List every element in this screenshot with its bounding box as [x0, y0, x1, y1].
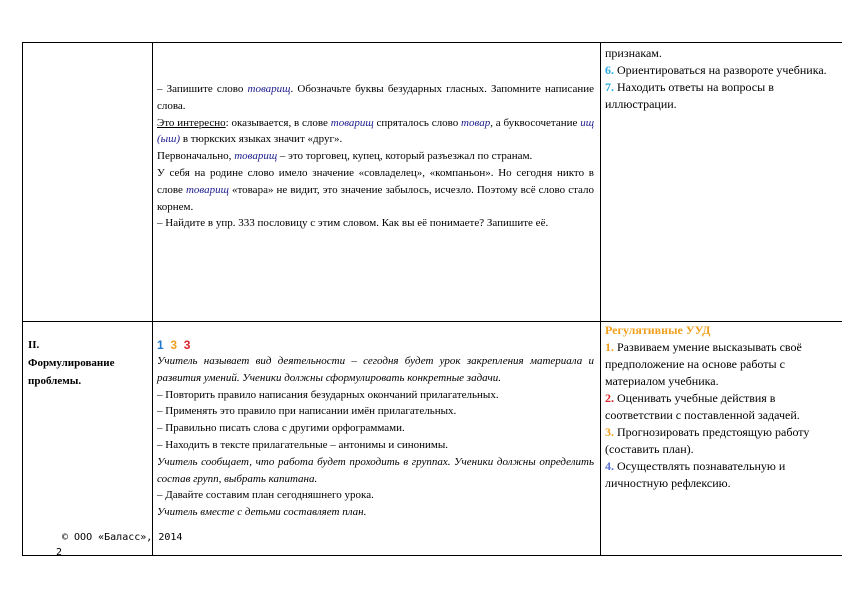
keyword: ищ (ыш) [157, 116, 594, 146]
stage-cell [23, 43, 153, 322]
copyright-footer: © ООО «Баласс», 2014 [62, 532, 183, 543]
item-number: 4. [605, 459, 614, 473]
item-number: 1. [605, 340, 614, 354]
paragraph: – Повторить правило написания безударных окончаний прилагательных. [157, 388, 499, 401]
uud-item: 1. Развиваем умение высказывать своё предположение на основе работы с материалом учебника. [605, 340, 802, 388]
uud-item: 7. Находить ответы на вопросы в иллюстрации. [605, 80, 774, 111]
uud-cell [601, 43, 842, 322]
item-number: 7. [605, 80, 614, 94]
keyword: товарищ [234, 150, 278, 163]
item-number: 2. [605, 391, 614, 405]
uud-item: 4. Осуществлять познавательную и личностную рефлексию. [605, 459, 786, 490]
paragraph: Это интересно: оказывается, в слове товарищ спряталось слово товар, а буквосочетание ищ (ыш) в тюркских языках значит «друг». [157, 116, 594, 146]
paragraph: Первоначально, товарищ – это торговец, купец, который разъезжал по странам. [157, 150, 533, 163]
activity-cell [153, 43, 601, 322]
paragraph: – Применять это правило при написании имён прилагательных. [157, 405, 457, 418]
paragraph: У себя на родине слово имело значение «совладелец», «компаньон». Но сегодня никто в слове товарищ «товара» не видит, это значение забылось, исчезло. Поэтому всё слово стало корнем. [157, 166, 594, 213]
uud-item: 3. Прогнозировать предстоящую работу (составить план). [605, 425, 810, 456]
stage-number: II. [28, 339, 40, 351]
paragraph: – Находить в тексте прилагательные – антонимы и синонимы. [157, 438, 449, 451]
uud-line: признакам. [605, 46, 662, 60]
paragraph: Учитель называет вид деятельности – сегодня будет урок закрепления материала и развития умений. Ученики должны сформулировать конкретные задачи. [157, 355, 594, 384]
paragraph: – Найдите в упр. 333 пословицу с этим словом. Как вы её понимаете? Запишите её. [157, 217, 549, 230]
uud-heading: Регулятивные УУД [605, 323, 711, 337]
stage-cell [23, 322, 153, 556]
lesson-table [22, 42, 842, 556]
keyword: товарищ [330, 116, 374, 129]
table-row [23, 322, 842, 556]
activity-cell [153, 322, 601, 556]
interesting-label: Это интересно [157, 116, 226, 129]
uud-item: 2. Оценивать учебные действия в соответствии с поставленной задачей. [605, 391, 800, 422]
paragraph: – Правильно писать слова с другими орфограммами. [157, 422, 405, 435]
stage-title: Формулирование проблемы. [28, 357, 115, 387]
uud-cell [601, 322, 842, 556]
item-number: 3. [605, 425, 614, 439]
paragraph: Учитель вместе с детьми составляет план. [157, 506, 367, 519]
item-number: 6. [605, 63, 614, 77]
keyword: товарищ [247, 83, 291, 95]
paragraph: – Давайте составим план сегодняшнего урока. [157, 489, 374, 502]
table-row [23, 43, 842, 322]
uud-item: 6. Ориентироваться на развороте учебника. [605, 63, 827, 77]
keyword: товарищ [185, 183, 229, 196]
page-number: 2 [56, 547, 63, 558]
keyword: товар [461, 116, 491, 129]
paragraph: – Запишите слово товарищ. Обозначьте буквы безударных гласных. Запомните написание слова. [157, 83, 594, 112]
method-numbers: 1 3 3 [157, 338, 191, 352]
paragraph: Учитель сообщает, что работа будет проходить в группах. Ученики должны определить состав групп, выбрать капитана. [157, 455, 594, 485]
